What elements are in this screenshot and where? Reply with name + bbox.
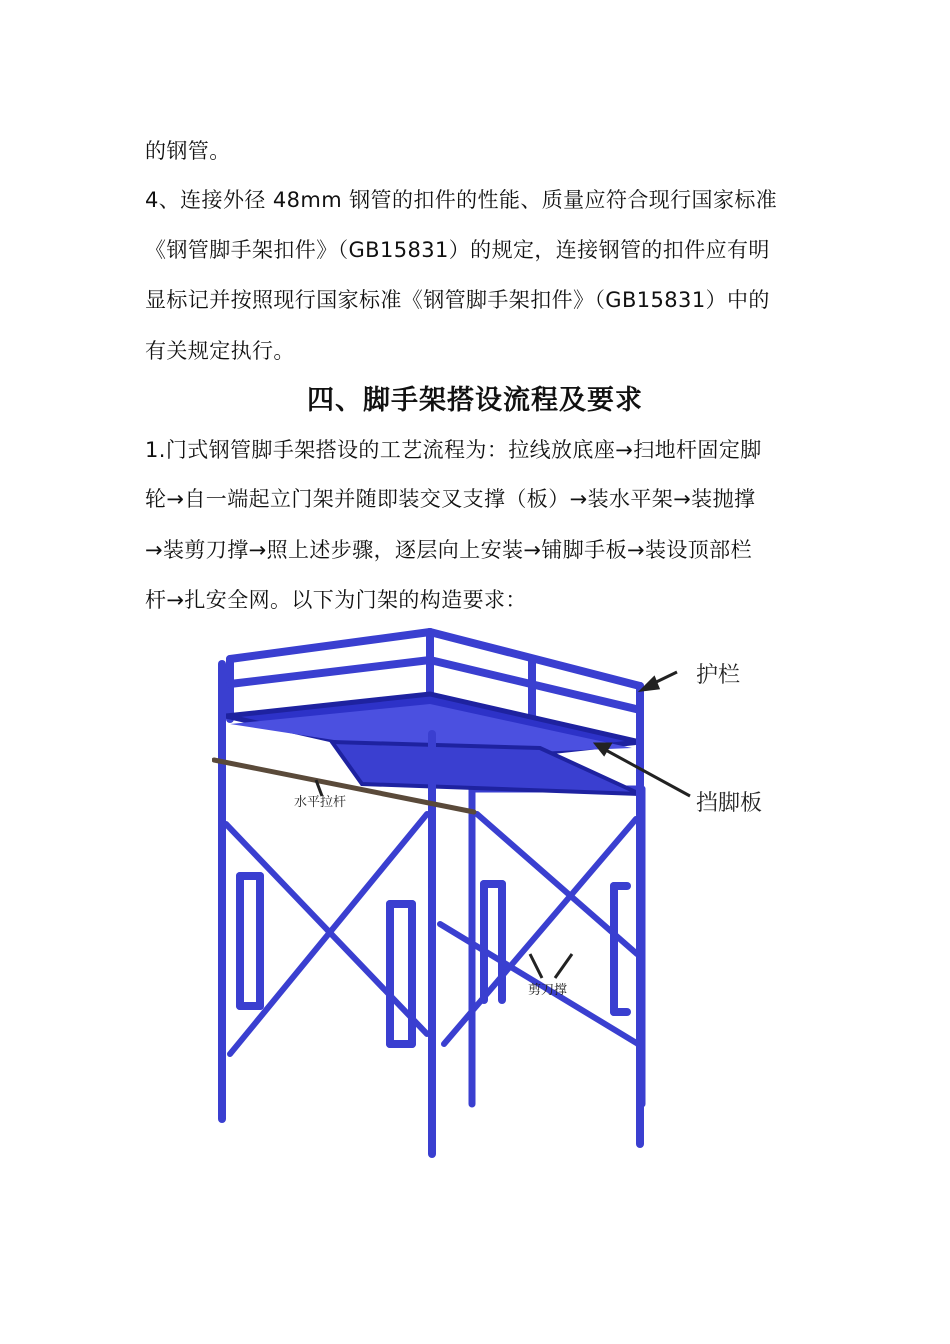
text-line: →装剪刀撑→照上述步骤，逐层向上安装→铺脚手板→装设顶部栏 [145,538,752,562]
text-line: 的钢管。 [145,139,231,163]
scaffold-diagram [212,624,792,1164]
text-line: 杆→扎安全网。以下为门架的构造要求： [145,588,527,612]
text-line: 1.门式钢管脚手架搭设的工艺流程为：拉线放底座→扫地杆固定脚 [145,438,762,462]
guardrail-arrowhead [642,678,658,690]
text-line: 有关规定执行。 [145,339,295,363]
horizontal-tie-label: 水平拉杆 [294,795,347,810]
toe-board-label: 挡脚板 [696,791,763,816]
text-line: 显标记并按照现行国家标准《钢管脚手架扣件》（GB15831）中的 [145,288,770,312]
scissor-arrow-right [555,954,572,978]
text-line: 《钢管脚手架扣件》（GB15831）的规定，连接钢管的扣件应有明 [145,238,770,262]
guardrail-label: 护栏 [696,663,741,688]
scissor-brace-label: 剪刀撑 [528,983,568,998]
scissor-arrow-left [530,954,542,978]
text-line: 轮→自一端起立门架并随即装交叉支撑（板）→装水平架→装抛撑 [145,487,756,511]
section-heading: 四、脚手架搭设流程及要求 [307,385,643,416]
text-line: 4、连接外径 48mm 钢管的扣件的性能、质量应符合现行国家标准 [145,188,778,212]
